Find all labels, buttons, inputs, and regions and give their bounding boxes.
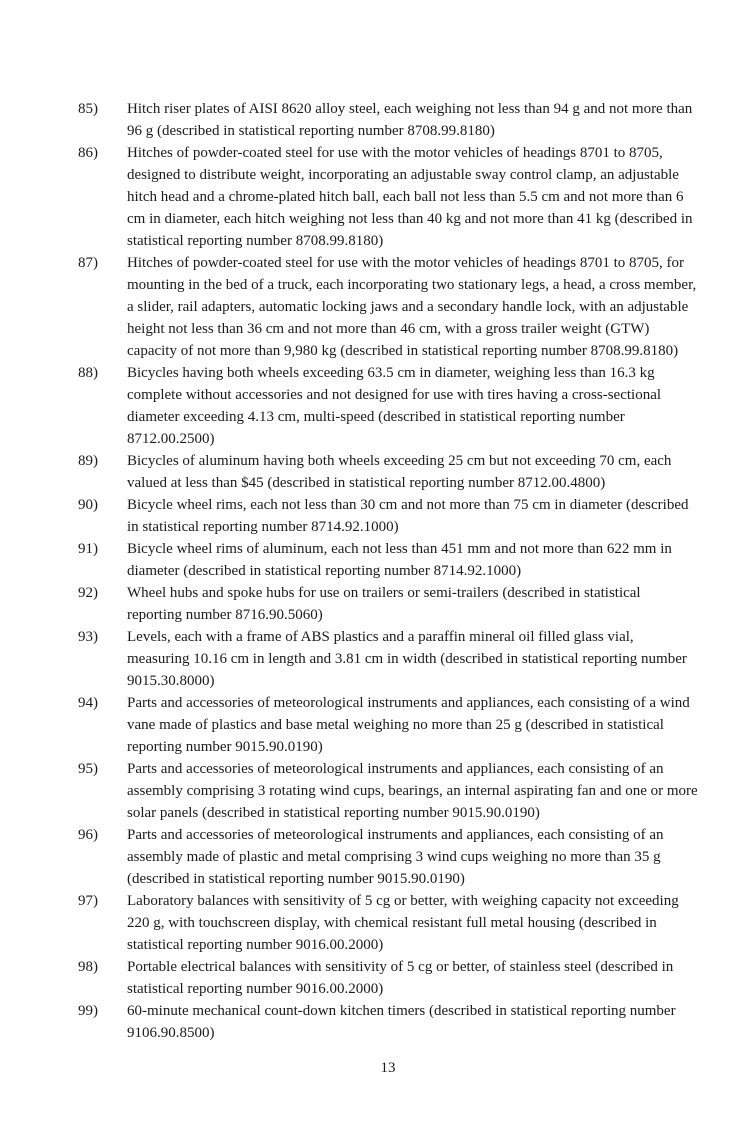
list-item — [78, 252, 698, 362]
item-number: 85) — [78, 101, 98, 117]
list-item — [78, 626, 698, 692]
list-item — [78, 494, 698, 538]
item-text: Hitches of powder-coated steel for use with the motor vehicles of headings 8701 to 8705, for mounting in the bed of a truck, each incorporating two stationary legs, a head, a cross member, a slider, rail adapters, automatic locking jaws and a secondary handle lock, with an adjustable height not less than 36 cm and not more than 46 cm, with a gross trailer weight (GTW) capacity of not more than 9,980 kg (described in statistical reporting number 8708.99.8180) — [127, 255, 697, 359]
item-text: Wheel hubs and spoke hubs for use on trailers or semi-trailers (described in statistical reporting number 8716.90.5060) — [127, 585, 641, 623]
item-number: 95) — [78, 761, 98, 777]
item-number: 96) — [78, 827, 98, 843]
item-number: 98) — [78, 959, 98, 975]
list-item — [78, 890, 698, 956]
item-text: Parts and accessories of meteorological instruments and appliances, each consisting of a wind vane made of plastics and base metal weighing no more than 25 g (described in statistical reporting number 9015.90.0190) — [127, 695, 690, 755]
list-item — [78, 692, 698, 758]
item-number: 90) — [78, 497, 98, 513]
list-item — [78, 824, 698, 890]
item-number: 91) — [78, 541, 98, 557]
item-number: 87) — [78, 255, 98, 271]
item-text: Bicycles having both wheels exceeding 63.5 cm in diameter, weighing less than 16.3 kg complete without accessories and not designed for use with tires having a cross-sectional diameter exceeding 4.13 cm, multi-speed (described in statistical reporting number 8712.00.2500) — [127, 365, 662, 447]
list-item — [78, 142, 698, 252]
item-number: 99) — [78, 1003, 98, 1019]
item-text: Bicycle wheel rims, each not less than 30 cm and not more than 75 cm in diameter (described in statistical reporting number 8714.92.1000) — [127, 497, 689, 535]
item-text: Hitch riser plates of AISI 8620 alloy steel, each weighing not less than 94 g and not more than 96 g (described in statistical reporting number 8708.99.8180) — [127, 101, 693, 139]
item-number: 88) — [78, 365, 98, 381]
item-text: Hitches of powder-coated steel for use with the motor vehicles of headings 8701 to 8705, designed to distribute weight, incorporating an adjustable sway control clamp, an adjustable hitch head and a chrome-plated hitch ball, each ball not less than 5.5 cm and not more than 6 cm in diameter, each hitch weighing not less than 40 kg and not more than 41 kg (described in statistical reporting number 8708.99.8180) — [127, 145, 693, 249]
list-item — [78, 758, 698, 824]
item-text: Levels, each with a frame of ABS plastics and a paraffin mineral oil filled glass vial, measuring 10.16 cm in length and 3.81 cm in width (described in statistical reporting number 9015.30.8000) — [127, 629, 687, 689]
item-text: Parts and accessories of meteorological instruments and appliances, each consisting of an assembly made of plastic and metal comprising 3 wind cups weighing no more than 35 g (described in statistical reporting number 9015.90.0190) — [127, 827, 664, 887]
item-number: 92) — [78, 585, 98, 601]
item-text: Bicycles of aluminum having both wheels exceeding 25 cm but not exceeding 70 cm, each valued at less than $45 (described in statistical reporting number 8712.00.4800) — [127, 453, 672, 491]
list-item — [78, 582, 698, 626]
item-number: 86) — [78, 145, 98, 161]
list-item — [78, 956, 698, 1000]
list-item — [78, 450, 698, 494]
list-item — [78, 362, 698, 450]
exclusion-list — [78, 98, 698, 1044]
list-item — [78, 1000, 698, 1044]
item-text: Parts and accessories of meteorological instruments and appliances, each consisting of an assembly comprising 3 rotating wind cups, bearings, an internal aspirating fan and one or more solar panels (described in statistical reporting number 9015.90.0190) — [127, 761, 698, 821]
item-number: 94) — [78, 695, 98, 711]
item-text: 60-minute mechanical count-down kitchen timers (described in statistical reporting number 9106.90.8500) — [127, 1003, 676, 1041]
item-text: Laboratory balances with sensitivity of 5 cg or better, with weighing capacity not exceeding 220 g, with touchscreen display, with chemical resistant full metal housing (described in statistical reporting number 9016.00.2000) — [127, 893, 679, 953]
page-number: 13 — [380, 1060, 396, 1076]
item-text: Portable electrical balances with sensitivity of 5 cg or better, of stainless steel (described in statistical reporting number 9016.00.2000) — [127, 959, 674, 997]
item-number: 97) — [78, 893, 98, 909]
item-number: 89) — [78, 453, 98, 469]
item-number: 93) — [78, 629, 98, 645]
list-item — [78, 538, 698, 582]
item-text: Bicycle wheel rims of aluminum, each not less than 451 mm and not more than 622 mm in diameter (described in statistical reporting number 8714.92.1000) — [127, 541, 672, 579]
list-item — [78, 98, 698, 142]
